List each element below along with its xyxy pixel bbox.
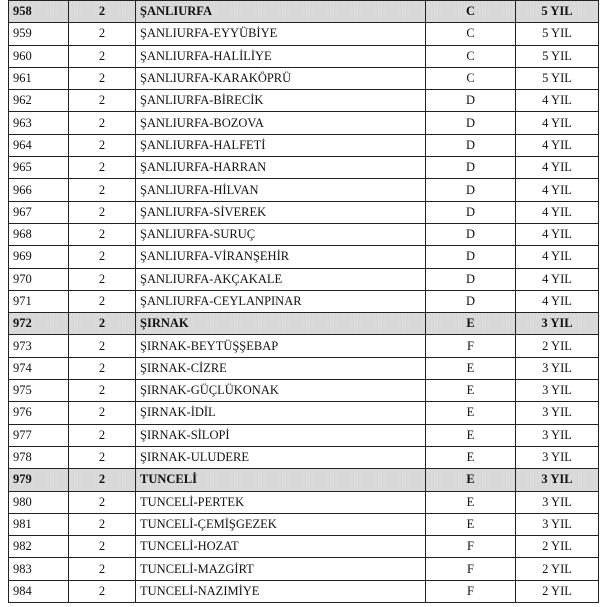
duration-cell: 4 YIL (516, 157, 599, 179)
table-row (9, 424, 599, 446)
table-body (9, 1, 599, 603)
location-name-cell: ŞANLIURFA-HİLVAN (136, 179, 426, 201)
group-cell: 2 (69, 580, 136, 602)
table-row (9, 23, 599, 45)
group-cell: 2 (69, 357, 136, 379)
locations-table (8, 0, 599, 603)
group-cell: 2 (69, 157, 136, 179)
location-name-cell: ŞIRNAK-İDİL (136, 402, 426, 424)
row-number-cell: 979 (9, 469, 69, 491)
group-cell: 2 (69, 380, 136, 402)
row-number-cell: 961 (9, 67, 69, 89)
row-number-cell: 981 (9, 513, 69, 535)
location-name-cell: ŞANLIURFA-HALFETİ (136, 134, 426, 156)
row-number-cell: 964 (9, 134, 69, 156)
duration-cell: 5 YIL (516, 23, 599, 45)
table-row (9, 134, 599, 156)
class-cell: E (426, 357, 516, 379)
class-cell: E (426, 446, 516, 468)
location-name-cell: ŞANLIURFA-HALİLİYE (136, 45, 426, 67)
group-cell: 2 (69, 67, 136, 89)
group-cell: 2 (69, 446, 136, 468)
group-cell: 2 (69, 402, 136, 424)
location-name-cell: ŞANLIURFA-KARAKÖPRÜ (136, 67, 426, 89)
class-cell: C (426, 67, 516, 89)
row-number-cell: 969 (9, 246, 69, 268)
table-row (9, 335, 599, 357)
table-row (9, 558, 599, 580)
group-cell: 2 (69, 90, 136, 112)
location-name-cell: TUNCELİ-NAZIMİYE (136, 580, 426, 602)
class-cell: F (426, 580, 516, 602)
group-cell: 2 (69, 179, 136, 201)
location-name-cell: TUNCELİ-HOZAT (136, 536, 426, 558)
group-cell: 2 (69, 23, 136, 45)
table-row (9, 268, 599, 290)
row-number-cell: 971 (9, 290, 69, 312)
duration-cell: 5 YIL (516, 45, 599, 67)
location-name-cell: ŞANLIURFA-AKÇAKALE (136, 268, 426, 290)
row-number-cell: 973 (9, 335, 69, 357)
table-row (9, 246, 599, 268)
table-row (9, 67, 599, 89)
location-name-cell: ŞIRNAK-CİZRE (136, 357, 426, 379)
duration-cell: 2 YIL (516, 335, 599, 357)
class-cell: E (426, 424, 516, 446)
table-row (9, 157, 599, 179)
row-number-cell: 974 (9, 357, 69, 379)
location-name-cell: ŞANLIURFA-SURUÇ (136, 223, 426, 245)
row-number-cell: 968 (9, 223, 69, 245)
row-number-cell: 982 (9, 536, 69, 558)
location-name-cell: TUNCELİ-MAZGİRT (136, 558, 426, 580)
class-cell: D (426, 112, 516, 134)
class-cell: F (426, 536, 516, 558)
duration-cell: 5 YIL (516, 67, 599, 89)
table-row (9, 290, 599, 312)
class-cell: D (426, 290, 516, 312)
group-cell: 2 (69, 246, 136, 268)
group-cell: 2 (69, 223, 136, 245)
class-cell: D (426, 246, 516, 268)
group-cell: 2 (69, 201, 136, 223)
province-row (9, 1, 599, 23)
row-number-cell: 959 (9, 23, 69, 45)
class-cell: C (426, 1, 516, 23)
location-name-cell: ŞIRNAK-SİLOPİ (136, 424, 426, 446)
class-cell: D (426, 134, 516, 156)
class-cell: D (426, 201, 516, 223)
duration-cell: 3 YIL (516, 357, 599, 379)
row-number-cell: 983 (9, 558, 69, 580)
group-cell: 2 (69, 45, 136, 67)
location-name-cell: ŞIRNAK (136, 313, 426, 335)
class-cell: F (426, 558, 516, 580)
group-cell: 2 (69, 513, 136, 535)
row-number-cell: 958 (9, 1, 69, 23)
class-cell: F (426, 335, 516, 357)
location-name-cell: ŞANLIURFA (136, 1, 426, 23)
row-number-cell: 977 (9, 424, 69, 446)
row-number-cell: 976 (9, 402, 69, 424)
province-row (9, 469, 599, 491)
table-row (9, 380, 599, 402)
class-cell: E (426, 469, 516, 491)
class-cell: D (426, 223, 516, 245)
table-row (9, 112, 599, 134)
duration-cell: 4 YIL (516, 268, 599, 290)
duration-cell: 2 YIL (516, 580, 599, 602)
province-row (9, 313, 599, 335)
group-cell: 2 (69, 313, 136, 335)
class-cell: E (426, 491, 516, 513)
duration-cell: 4 YIL (516, 290, 599, 312)
row-number-cell: 980 (9, 491, 69, 513)
group-cell: 2 (69, 536, 136, 558)
duration-cell: 3 YIL (516, 491, 599, 513)
row-number-cell: 962 (9, 90, 69, 112)
class-cell: D (426, 90, 516, 112)
table-row (9, 536, 599, 558)
row-number-cell: 972 (9, 313, 69, 335)
duration-cell: 3 YIL (516, 380, 599, 402)
duration-cell: 2 YIL (516, 558, 599, 580)
duration-cell: 2 YIL (516, 536, 599, 558)
row-number-cell: 966 (9, 179, 69, 201)
table-row (9, 446, 599, 468)
table-row (9, 580, 599, 602)
table-row (9, 90, 599, 112)
table-row (9, 179, 599, 201)
class-cell: C (426, 45, 516, 67)
row-number-cell: 965 (9, 157, 69, 179)
class-cell: E (426, 402, 516, 424)
location-name-cell: ŞIRNAK-GÜÇLÜKONAK (136, 380, 426, 402)
group-cell: 2 (69, 112, 136, 134)
class-cell: D (426, 268, 516, 290)
class-cell: D (426, 157, 516, 179)
row-number-cell: 963 (9, 112, 69, 134)
row-number-cell: 960 (9, 45, 69, 67)
duration-cell: 3 YIL (516, 469, 599, 491)
group-cell: 2 (69, 469, 136, 491)
duration-cell: 4 YIL (516, 179, 599, 201)
location-name-cell: TUNCELİ (136, 469, 426, 491)
location-name-cell: ŞIRNAK-BEYTÜŞŞEBAP (136, 335, 426, 357)
duration-cell: 3 YIL (516, 446, 599, 468)
duration-cell: 4 YIL (516, 246, 599, 268)
class-cell: E (426, 313, 516, 335)
location-name-cell: TUNCELİ-PERTEK (136, 491, 426, 513)
location-name-cell: ŞANLIURFA-BOZOVA (136, 112, 426, 134)
class-cell: E (426, 380, 516, 402)
location-name-cell: ŞANLIURFA-VİRANŞEHİR (136, 246, 426, 268)
row-number-cell: 975 (9, 380, 69, 402)
table-row (9, 513, 599, 535)
duration-cell: 4 YIL (516, 201, 599, 223)
duration-cell: 4 YIL (516, 112, 599, 134)
location-name-cell: ŞANLIURFA-BİRECİK (136, 90, 426, 112)
location-name-cell: ŞANLIURFA-SİVEREK (136, 201, 426, 223)
row-number-cell: 967 (9, 201, 69, 223)
class-cell: E (426, 513, 516, 535)
table-row (9, 201, 599, 223)
location-name-cell: ŞANLIURFA-CEYLANPINAR (136, 290, 426, 312)
location-name-cell: TUNCELİ-ÇEMİŞGEZEK (136, 513, 426, 535)
duration-cell: 4 YIL (516, 134, 599, 156)
location-name-cell: ŞIRNAK-ULUDERE (136, 446, 426, 468)
table-row (9, 491, 599, 513)
group-cell: 2 (69, 1, 136, 23)
table-row (9, 223, 599, 245)
group-cell: 2 (69, 290, 136, 312)
group-cell: 2 (69, 268, 136, 290)
row-number-cell: 970 (9, 268, 69, 290)
group-cell: 2 (69, 335, 136, 357)
group-cell: 2 (69, 424, 136, 446)
row-number-cell: 984 (9, 580, 69, 602)
table-row (9, 402, 599, 424)
duration-cell: 4 YIL (516, 90, 599, 112)
location-name-cell: ŞANLIURFA-EYYÜBİYE (136, 23, 426, 45)
class-cell: C (426, 23, 516, 45)
location-name-cell: ŞANLIURFA-HARRAN (136, 157, 426, 179)
row-number-cell: 978 (9, 446, 69, 468)
class-cell: D (426, 179, 516, 201)
duration-cell: 3 YIL (516, 313, 599, 335)
duration-cell: 3 YIL (516, 424, 599, 446)
duration-cell: 3 YIL (516, 402, 599, 424)
group-cell: 2 (69, 558, 136, 580)
group-cell: 2 (69, 134, 136, 156)
duration-cell: 4 YIL (516, 223, 599, 245)
group-cell: 2 (69, 491, 136, 513)
table-row (9, 45, 599, 67)
duration-cell: 3 YIL (516, 513, 599, 535)
duration-cell: 5 YIL (516, 1, 599, 23)
table-row (9, 357, 599, 379)
